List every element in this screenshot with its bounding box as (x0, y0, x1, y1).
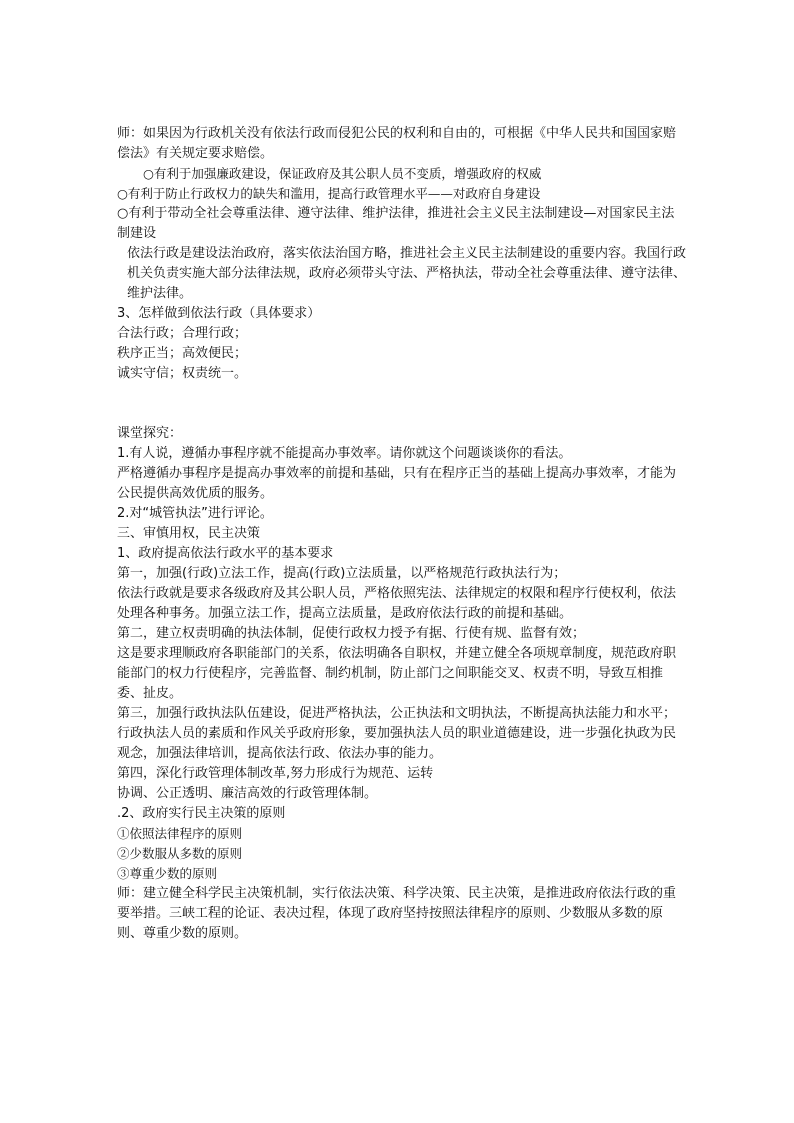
principle-1: ①依照法律程序的原则 (117, 826, 243, 841)
requirement-second-detail: 这是要求理顺政府各职能部门的关系，依法明确各自职权，并建立健全各项规章制度，规范政府职能部门的权力行使程序，完善监督、制约机制，防止部门之间职能交叉、权责不明，导致互相推委、扯皮。 (117, 646, 677, 701)
requirement-line-1: 合法行政；合理行政； (117, 326, 248, 341)
bullet-anti-corruption: ○有利于加强廉政建设，保证政府及其公职人员不变质，增强政府的权威 (143, 166, 542, 181)
requirement-first: 第一，加强(行政)立法工作，提高(行政)立法质量，以严格规范行政执法行为； (117, 566, 567, 581)
requirement-line-3: 诚实守信；权责统一。 (117, 366, 248, 381)
paragraph-compensation: 师：如果因为行政机关没有依法行政而侵犯公民的权利和自由的，可根据《中华人民共和国国家赔偿法》有关规定要求赔偿。 (117, 126, 677, 161)
blank-gap (117, 384, 687, 424)
heading-requirements: 3、怎样做到依法行政（具体要求） (117, 306, 321, 321)
requirement-third: 第三，加强行政执法队伍建设，促进严格执法，公正执法和文明执法，不断提高执法能力和水平； (117, 706, 677, 721)
inquiry-question-2: 2.对“城管执法”进行评论。 (117, 506, 273, 521)
paragraph-conclusion: 师：建立健全科学民主决策机制，实行依法决策、科学决策、民主决策，是推进政府依法行政的重要举措。三峡工程的论证、表决过程，体现了政府坚持按照法律程序的原则、少数服从多数的原则、尊重少数的原则。 (117, 886, 677, 941)
principle-2: ②少数服从多数的原则 (117, 846, 243, 861)
requirement-second: 第二，建立权责明确的执法体制，促使行政权力授予有据、行使有规、监督有效； (117, 626, 586, 641)
inquiry-answer-1: 严格遵循办事程序是提高办事效率的前提和基础，只有在程序正当的基础上提高办事效率，才能为公民提供高效优质的服务。 (117, 466, 677, 501)
paragraph-rule-of-law: 依法行政是建设法治政府，落实依法治国方略，推进社会主义民主法制建设的重要内容。我国行政机关负责实施大部分法律法规，政府必须带头守法、严格执法，带动全社会尊重法律、遵守法律、维护法律。 (127, 246, 687, 301)
requirement-fourth-cont: 协调、公正透明、廉洁高效的行政管理体制。 (117, 786, 378, 801)
requirement-third-detail: 行政执法人员的素质和作风关乎政府形象，要加强执法人员的职业道德建设，进一步强化执政为民观念，加强法律培训，提高依法行政、依法办事的能力。 (117, 726, 677, 761)
subheading-decision-principles: .2、政府实行民主决策的原则 (117, 806, 286, 821)
requirement-line-2: 秩序正当；高效便民； (117, 346, 248, 361)
document-body (117, 124, 687, 944)
bullet-respect-law: ○有利于带动全社会尊重法律、遵守法律、维护法律，推进社会主义民主法制建设—对国家民主法制建设 (117, 206, 675, 241)
requirement-fourth: 第四，深化行政管理体制改革,努力形成行为规范、运转 (117, 766, 434, 781)
inquiry-question-1: 1.有人说，遵循办事程序就不能提高办事效率。请你就这个问题谈谈你的看法。 (117, 446, 572, 461)
requirement-first-detail: 依法行政就是要求各级政府及其公职人员，严格依照宪法、法律规定的权限和程序行使权利，依法处理各种事务。加强立法工作，提高立法质量，是政府依法行政的前提和基础。 (117, 586, 677, 621)
subheading-basic-requirements: 1、政府提高依法行政水平的基本要求 (117, 546, 334, 561)
principle-3: ③尊重少数的原则 (117, 866, 218, 881)
heading-classroom-inquiry: 课堂探究： (117, 426, 183, 441)
bullet-prevent-abuse: ○有利于防止行政权力的缺失和滥用，提高行政管理水平——对政府自身建设 (117, 186, 541, 201)
section-heading-3: 三、审慎用权，民主决策 (117, 526, 261, 541)
